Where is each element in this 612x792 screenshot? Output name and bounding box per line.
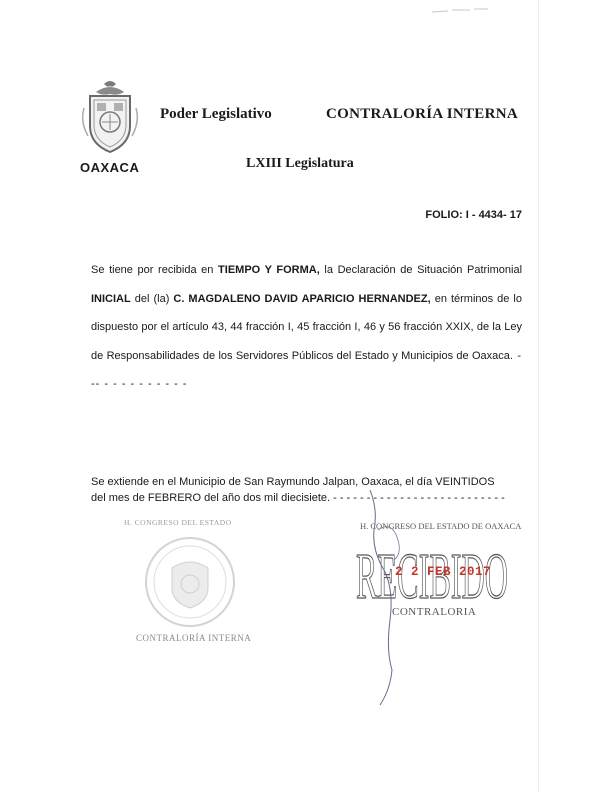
seal-top-text: H. CONGRESO DEL ESTADO	[124, 518, 232, 527]
received-stamp-footer: CONTRALORIA	[392, 606, 477, 618]
paragraph-text-2: la Declaración de Situación Patrimonial	[319, 264, 523, 276]
seal-bottom-text: CONTRALORÍA INTERNA	[136, 633, 252, 643]
page-margin-line	[538, 0, 539, 792]
closing-statement	[91, 474, 522, 506]
paragraph-dash-line: - -- - - - - - - - - - -	[91, 349, 522, 391]
paragraph-text-4: en términos de lo dispuesto por el artículo 43, 44 fracción I, 45 fracción I, 46 y 56 fracción XXIX, de la Ley de Responsabilidades de los Servidores Públicos del Estado y Municipios de Oaxaca.	[91, 292, 522, 362]
top-scribble-mark	[430, 4, 490, 16]
paragraph-text-1: Se tiene por recibida en	[91, 264, 219, 276]
svg-text:RECIBIDO: RECIBIDO	[356, 540, 508, 610]
institution-name: Poder Legislativo	[160, 106, 272, 122]
coat-of-arms-icon	[78, 78, 142, 156]
handwritten-signature	[368, 490, 428, 710]
paragraph-bold-1: TIEMPO Y FORMA,	[218, 264, 320, 276]
paragraph-bold-2: INICIAL	[91, 292, 131, 305]
received-date: 2 2 FEB 2017	[395, 565, 492, 579]
legislature-name: LXIII Legislatura	[246, 156, 354, 171]
office-name: CONTRALORÍA INTERNA	[326, 106, 518, 122]
paragraph-text-3: del (la)	[130, 292, 174, 305]
declaration-paragraph	[91, 256, 522, 399]
oaxaca-coat-of-arms-logo	[78, 78, 142, 156]
declarant-name: C. MAGDALENO DAVID APARICIO HERNANDEZ,	[173, 292, 431, 305]
closing-line-2: del mes de FEBRERO del año dos mil diecisiete. - - - - - - - - - - - - - - - - - - - - - - - - - -	[91, 492, 505, 504]
closing-line-1: Se extiende en el Municipio de San Raymundo Jalpan, Oaxaca, el día VEINTIDOS	[91, 476, 495, 488]
folio-number: FOLIO: I - 4434- 17	[425, 209, 522, 221]
received-stamp-header: H. CONGRESO DEL ESTADO DE OAXACA	[360, 521, 522, 531]
congress-seal-stamp	[120, 518, 280, 648]
logo-label: OAXACA	[80, 160, 140, 175]
